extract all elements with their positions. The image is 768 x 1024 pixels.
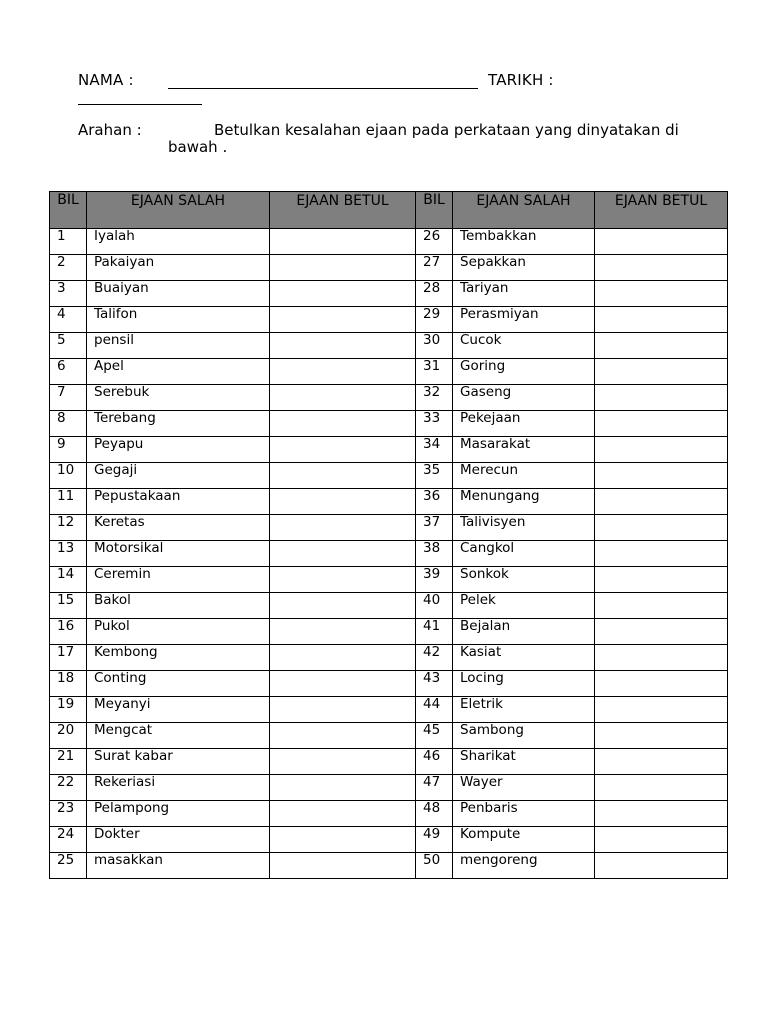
correct-spelling-field[interactable]: [270, 645, 416, 671]
wrong-spelling: Terebang: [87, 411, 270, 437]
row-number: 13: [50, 541, 87, 567]
col-header-bil: BIL: [50, 192, 87, 229]
wrong-spelling: Pukol: [87, 619, 270, 645]
correct-spelling-field[interactable]: [270, 411, 416, 437]
correct-spelling-field[interactable]: [270, 749, 416, 775]
wrong-spelling: Serebuk: [87, 385, 270, 411]
correct-spelling-field[interactable]: [270, 697, 416, 723]
correct-spelling-field[interactable]: [595, 801, 728, 827]
correct-spelling-field[interactable]: [270, 827, 416, 853]
correct-spelling-field[interactable]: [270, 801, 416, 827]
table-row: [50, 645, 728, 671]
wrong-spelling: Motorsikal: [87, 541, 270, 567]
correct-spelling-field[interactable]: [270, 593, 416, 619]
wrong-spelling: Peyapu: [87, 437, 270, 463]
wrong-spelling: Buaiyan: [87, 281, 270, 307]
row-number: 4: [50, 307, 87, 333]
row-number: 43: [416, 671, 453, 697]
wrong-spelling: Conting: [87, 671, 270, 697]
tarikh-row: [488, 71, 554, 89]
row-number: 21: [50, 749, 87, 775]
wrong-spelling: Sepakkan: [453, 255, 595, 281]
correct-spelling-field[interactable]: [270, 281, 416, 307]
wrong-spelling: Surat kabar: [87, 749, 270, 775]
correct-spelling-field[interactable]: [595, 749, 728, 775]
row-number: 47: [416, 775, 453, 801]
wrong-spelling: Rekeriasi: [87, 775, 270, 801]
instruction-text: Betulkan kesalahan ejaan pada perkataan yang dinyatakan di: [214, 121, 679, 139]
row-number: 29: [416, 307, 453, 333]
wrong-spelling: Pepustakaan: [87, 489, 270, 515]
row-number: 11: [50, 489, 87, 515]
row-number: 34: [416, 437, 453, 463]
correct-spelling-field[interactable]: [595, 593, 728, 619]
correct-spelling-field[interactable]: [270, 229, 416, 255]
row-number: 9: [50, 437, 87, 463]
correct-spelling-field[interactable]: [595, 385, 728, 411]
row-number: 39: [416, 567, 453, 593]
row-number: 44: [416, 697, 453, 723]
nama-row: [78, 71, 134, 89]
wrong-spelling: Sonkok: [453, 567, 595, 593]
row-number: 41: [416, 619, 453, 645]
correct-spelling-field[interactable]: [595, 697, 728, 723]
row-number: 33: [416, 411, 453, 437]
row-number: 42: [416, 645, 453, 671]
correct-spelling-field[interactable]: [595, 541, 728, 567]
correct-spelling-field[interactable]: [270, 489, 416, 515]
wrong-spelling: Eletrik: [453, 697, 595, 723]
row-number: 12: [50, 515, 87, 541]
row-number: 38: [416, 541, 453, 567]
tarikh-field[interactable]: [78, 104, 202, 105]
table-row: [50, 411, 728, 437]
correct-spelling-field[interactable]: [270, 723, 416, 749]
wrong-spelling: Pelek: [453, 593, 595, 619]
table-row: [50, 619, 728, 645]
correct-spelling-field[interactable]: [595, 723, 728, 749]
row-number: 16: [50, 619, 87, 645]
row-number: 18: [50, 671, 87, 697]
wrong-spelling: Tariyan: [453, 281, 595, 307]
correct-spelling-field[interactable]: [595, 307, 728, 333]
correct-spelling-field[interactable]: [595, 645, 728, 671]
row-number: 45: [416, 723, 453, 749]
wrong-spelling: Tembakkan: [453, 229, 595, 255]
correct-spelling-field[interactable]: [595, 411, 728, 437]
wrong-spelling: Dokter: [87, 827, 270, 853]
wrong-spelling: Cucok: [453, 333, 595, 359]
correct-spelling-field[interactable]: [595, 567, 728, 593]
correct-spelling-field[interactable]: [270, 437, 416, 463]
table-row: [50, 281, 728, 307]
row-number: 5: [50, 333, 87, 359]
row-number: 37: [416, 515, 453, 541]
row-number: 14: [50, 567, 87, 593]
table-row: [50, 827, 728, 853]
tarikh-label: TARIKH :: [488, 71, 554, 89]
correct-spelling-field[interactable]: [270, 671, 416, 697]
table-row: [50, 541, 728, 567]
correct-spelling-field[interactable]: [595, 775, 728, 801]
wrong-spelling: pensil: [87, 333, 270, 359]
wrong-spelling: Goring: [453, 359, 595, 385]
wrong-spelling: Penbaris: [453, 801, 595, 827]
row-number: 49: [416, 827, 453, 853]
row-number: 48: [416, 801, 453, 827]
row-number: 2: [50, 255, 87, 281]
correct-spelling-field[interactable]: [595, 333, 728, 359]
row-number: 31: [416, 359, 453, 385]
wrong-spelling: Pelampong: [87, 801, 270, 827]
wrong-spelling: Kompute: [453, 827, 595, 853]
wrong-spelling: Kembong: [87, 645, 270, 671]
row-number: 7: [50, 385, 87, 411]
instruction-label: Arahan :: [78, 121, 142, 139]
wrong-spelling: Wayer: [453, 775, 595, 801]
row-number: 28: [416, 281, 453, 307]
wrong-spelling: Gaseng: [453, 385, 595, 411]
correct-spelling-field[interactable]: [595, 619, 728, 645]
wrong-spelling: Sambong: [453, 723, 595, 749]
correct-spelling-field[interactable]: [595, 281, 728, 307]
wrong-spelling: Iyalah: [87, 229, 270, 255]
col-header-bil: BIL: [416, 192, 453, 229]
wrong-spelling: mengoreng: [453, 853, 595, 879]
correct-spelling-field[interactable]: [270, 567, 416, 593]
correct-spelling-field[interactable]: [270, 307, 416, 333]
spelling-table: [49, 191, 728, 879]
wrong-spelling: Keretas: [87, 515, 270, 541]
table-row: [50, 697, 728, 723]
wrong-spelling: Bakol: [87, 593, 270, 619]
table-row: [50, 723, 728, 749]
table-row: [50, 333, 728, 359]
row-number: 1: [50, 229, 87, 255]
table-row: [50, 593, 728, 619]
row-number: 6: [50, 359, 87, 385]
instruction: [78, 122, 679, 156]
row-number: 24: [50, 827, 87, 853]
wrong-spelling: Merecun: [453, 463, 595, 489]
correct-spelling-field[interactable]: [270, 333, 416, 359]
wrong-spelling: Gegaji: [87, 463, 270, 489]
correct-spelling-field[interactable]: [270, 385, 416, 411]
row-number: 3: [50, 281, 87, 307]
row-number: 23: [50, 801, 87, 827]
row-number: 22: [50, 775, 87, 801]
correct-spelling-field[interactable]: [270, 541, 416, 567]
nama-field[interactable]: [168, 88, 478, 89]
correct-spelling-field[interactable]: [270, 853, 416, 879]
wrong-spelling: Menungang: [453, 489, 595, 515]
correct-spelling-field[interactable]: [595, 671, 728, 697]
correct-spelling-field[interactable]: [270, 255, 416, 281]
row-number: 20: [50, 723, 87, 749]
table-row: [50, 437, 728, 463]
table-header-row: [50, 192, 728, 229]
instruction-text-cont: bawah .: [168, 138, 228, 156]
table-row: [50, 307, 728, 333]
row-number: 26: [416, 229, 453, 255]
table-row: [50, 567, 728, 593]
col-header-ejaan-betul: EJAAN BETUL: [270, 192, 416, 229]
nama-label: NAMA :: [78, 71, 134, 89]
wrong-spelling: Kasiat: [453, 645, 595, 671]
row-number: 15: [50, 593, 87, 619]
table-row: [50, 775, 728, 801]
wrong-spelling: Meyanyi: [87, 697, 270, 723]
row-number: 27: [416, 255, 453, 281]
correct-spelling-field[interactable]: [595, 359, 728, 385]
wrong-spelling: Mengcat: [87, 723, 270, 749]
correct-spelling-field[interactable]: [595, 853, 728, 879]
wrong-spelling: Talifon: [87, 307, 270, 333]
wrong-spelling: Bejalan: [453, 619, 595, 645]
table-row: [50, 255, 728, 281]
correct-spelling-field[interactable]: [595, 827, 728, 853]
col-header-ejaan-salah: EJAAN SALAH: [87, 192, 270, 229]
row-number: 30: [416, 333, 453, 359]
table-row: [50, 359, 728, 385]
col-header-ejaan-betul: EJAAN BETUL: [595, 192, 728, 229]
table-row: [50, 671, 728, 697]
table-row: [50, 853, 728, 879]
table-row: [50, 229, 728, 255]
correct-spelling-field[interactable]: [595, 515, 728, 541]
table-row: [50, 489, 728, 515]
correct-spelling-field[interactable]: [595, 229, 728, 255]
correct-spelling-field[interactable]: [595, 463, 728, 489]
wrong-spelling: masakkan: [87, 853, 270, 879]
row-number: 50: [416, 853, 453, 879]
row-number: 46: [416, 749, 453, 775]
correct-spelling-field[interactable]: [270, 463, 416, 489]
wrong-spelling: Cangkol: [453, 541, 595, 567]
row-number: 19: [50, 697, 87, 723]
row-number: 40: [416, 593, 453, 619]
table-row: [50, 801, 728, 827]
correct-spelling-field[interactable]: [595, 255, 728, 281]
correct-spelling-field[interactable]: [595, 437, 728, 463]
wrong-spelling: Perasmiyan: [453, 307, 595, 333]
table-row: [50, 385, 728, 411]
table-row: [50, 749, 728, 775]
correct-spelling-field[interactable]: [595, 489, 728, 515]
col-header-ejaan-salah: EJAAN SALAH: [453, 192, 595, 229]
correct-spelling-field[interactable]: [270, 359, 416, 385]
wrong-spelling: Talivisyen: [453, 515, 595, 541]
row-number: 35: [416, 463, 453, 489]
wrong-spelling: Masarakat: [453, 437, 595, 463]
row-number: 32: [416, 385, 453, 411]
row-number: 8: [50, 411, 87, 437]
row-number: 10: [50, 463, 87, 489]
correct-spelling-field[interactable]: [270, 515, 416, 541]
wrong-spelling: Ceremin: [87, 567, 270, 593]
wrong-spelling: Locing: [453, 671, 595, 697]
correct-spelling-field[interactable]: [270, 775, 416, 801]
row-number: 17: [50, 645, 87, 671]
table-row: [50, 463, 728, 489]
table-row: [50, 515, 728, 541]
wrong-spelling: Sharikat: [453, 749, 595, 775]
wrong-spelling: Pakaiyan: [87, 255, 270, 281]
row-number: 25: [50, 853, 87, 879]
wrong-spelling: Pekejaan: [453, 411, 595, 437]
wrong-spelling: Apel: [87, 359, 270, 385]
correct-spelling-field[interactable]: [270, 619, 416, 645]
row-number: 36: [416, 489, 453, 515]
